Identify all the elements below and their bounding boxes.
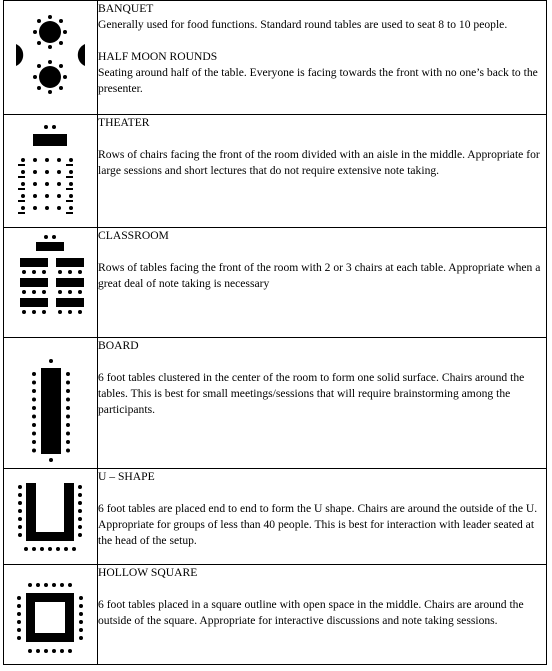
board-diagram-icon	[4, 338, 97, 469]
board-diagram-cell	[4, 338, 98, 469]
table-row	[4, 565, 547, 665]
section-title: CLASSROOM	[98, 229, 169, 242]
hollow-square-description	[98, 565, 547, 665]
section-text: Rows of chairs facing the front of the room divided with an aisle in the middle. Appropriate for large sessions and short lectures that do not require extensive note taking.	[98, 148, 540, 177]
section-text: Generally used for food functions. Standard round tables are used to seat 8 to 10 people.	[98, 18, 508, 31]
theater-description	[98, 115, 547, 228]
section-text: 6 foot tables placed in a square outline with open space in the middle. Chairs are around the outside of the square. Appropriate for interactive discussions and note taking sessions.	[98, 598, 524, 627]
section-title: HOLLOW SQUARE	[98, 566, 198, 579]
classroom-diagram-icon	[4, 228, 97, 338]
table-row	[4, 228, 547, 338]
table-row	[4, 338, 547, 469]
section-title: THEATER	[98, 116, 150, 129]
room-setup-table	[3, 0, 547, 665]
section-text: 6 foot tables clustered in the center of the room to form one solid surface. Chairs around the tables. This is best for small meetings/sessions that will require brainstorming among the participants.	[98, 371, 525, 416]
theater-diagram-icon	[4, 115, 97, 228]
section-title: U – SHAPE	[98, 470, 155, 483]
theater-diagram-cell	[4, 115, 98, 228]
u-shape-description	[98, 469, 547, 565]
table-row	[4, 115, 547, 228]
banquet-diagram-cell	[4, 1, 98, 115]
section-text: 6 foot tables are placed end to end to form the U shape. Chairs are around the outside of the U. Appropriate for groups of less than 40 people. This is best for interaction with leader seated at the head of the setup.	[98, 502, 538, 547]
classroom-description	[98, 228, 547, 338]
section-text: Rows of tables facing the front of the room with 2 or 3 chairs at each table. Appropriate when a great deal of note taking is necessary	[98, 261, 541, 290]
u-shape-diagram-cell	[4, 469, 98, 565]
board-description	[98, 338, 547, 469]
section-title: BOARD	[98, 339, 139, 352]
table-row	[4, 1, 547, 115]
banquet-description	[98, 1, 547, 115]
u-shape-diagram-icon	[4, 469, 97, 565]
section-text: Seating around half of the table. Everyone is facing towards the front with no one’s back to the presenter.	[98, 66, 538, 95]
classroom-diagram-cell	[4, 228, 98, 338]
table-row	[4, 469, 547, 565]
section-title: BANQUET	[98, 2, 154, 15]
banquet-diagram-icon	[4, 1, 97, 115]
hollow-square-diagram-cell	[4, 565, 98, 665]
section-title: HALF MOON ROUNDS	[98, 50, 218, 63]
hollow-square-diagram-icon	[4, 565, 97, 665]
